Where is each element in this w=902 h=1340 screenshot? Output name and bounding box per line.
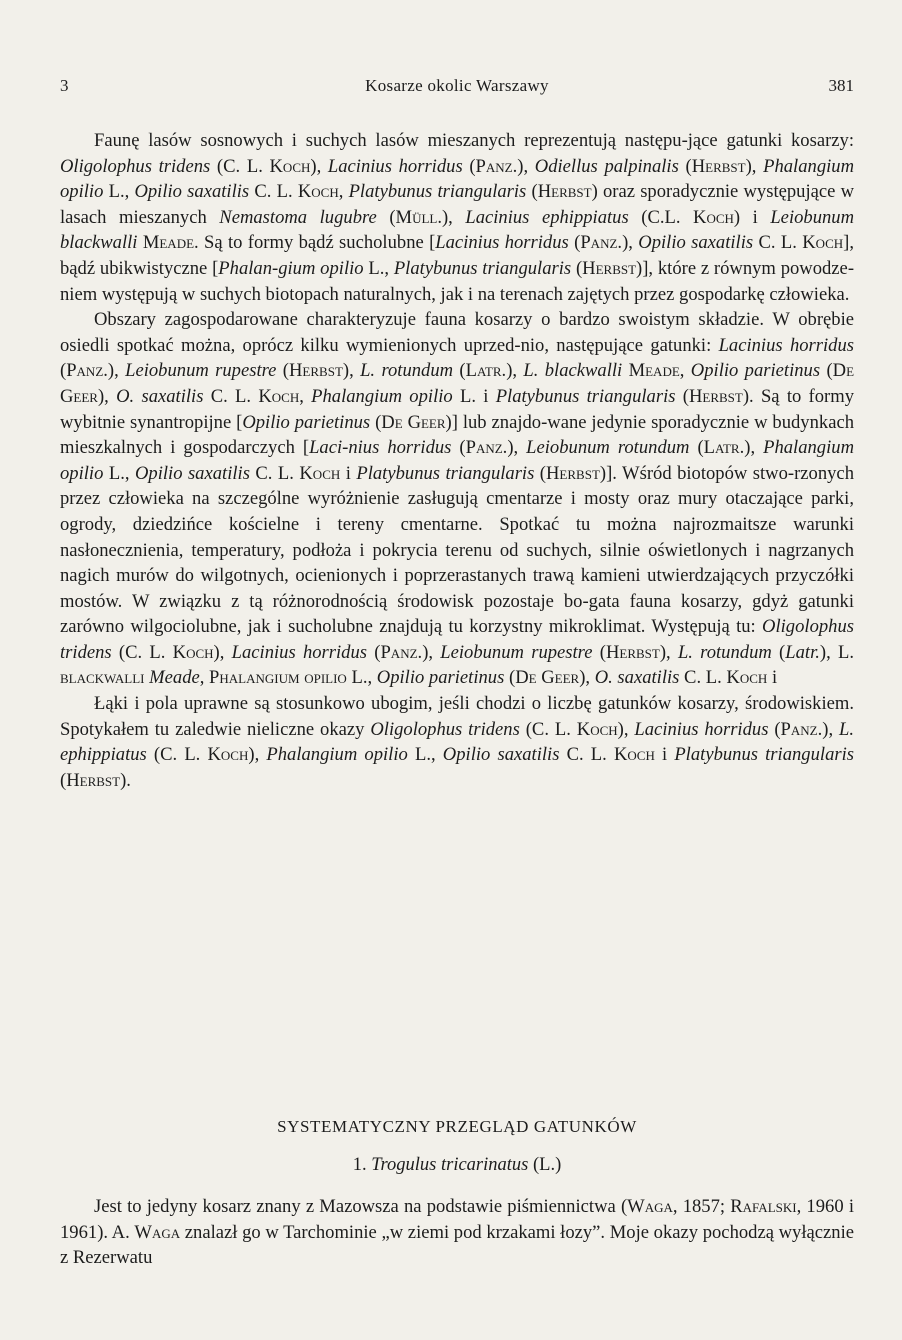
- text-run: , 1960 i 1961). A.: [60, 1196, 854, 1243]
- text-run: (C. L.: [146, 744, 208, 766]
- paragraph-meadows: [60, 691, 854, 793]
- paragraph-trogulus: [60, 1194, 854, 1271]
- text-run: C. L.: [249, 462, 300, 484]
- author-name: Koch: [207, 744, 249, 766]
- paragraph-settlements: [60, 307, 854, 691]
- running-header: [60, 76, 854, 100]
- text-run: Faunę lasów sosnowych i suchych lasów mieszanych reprezentują następu-jące gatunki kosarzy:: [94, 130, 854, 151]
- species-name: Platybunus triangularis: [393, 257, 572, 279]
- author-name: Koch: [172, 641, 214, 663]
- text-run: ),: [506, 360, 524, 382]
- species-name: Meade: [149, 667, 200, 689]
- text-run: ) i: [733, 206, 771, 228]
- text-run: i: [767, 667, 778, 689]
- species-name: L. rotundum: [677, 641, 772, 663]
- species-name: Odiellus palpinalis: [534, 155, 679, 177]
- species-name: Opilio parietinus: [376, 667, 505, 689]
- species-name: Phalangium opilio: [311, 385, 453, 407]
- text-run: )]. Wśród biotopów stwo-rzonych przez człowieka na szczególne wyróżnienie zasługują cmentarze i mosty oraz mury otaczające parki, ogrody, dziedzińce kościelne i tereny cmentarne. Spotkać tu można najrozmaitsze warunki nasłonecznienia, temperatury, podłoża i pokrycia terenu od suchych, silnie oświetlonych i nagrzanych nagich murów do wilgotnych, ocienionych i poprzerastanych trawą kamieni utwierdzających przyczółki mostów. W związku z tą różnorodnością środowisk pozostaje bo-gata fauna kosarzy, gdyż gatunki zarówno wilgociolubne, jak i sucholubne znajdują tu korzystny mikroklimat. Występują tu:: [60, 462, 854, 638]
- text-run: (: [367, 641, 381, 663]
- author-name: Koch: [297, 181, 339, 203]
- species-name: Opilio saxatilis: [134, 462, 250, 484]
- species-name: Lacinius horridus: [435, 232, 569, 254]
- species-heading-author: (L.): [528, 1155, 562, 1175]
- species-name: Lacinius horridus: [718, 334, 855, 356]
- species-name: L. blackwalli: [523, 360, 623, 382]
- author-name: Koch: [726, 667, 768, 689]
- species-name: Opilio saxatilis: [442, 744, 560, 766]
- text-run: ),: [107, 360, 126, 382]
- text-run: ),: [310, 155, 328, 177]
- text-run: (: [376, 206, 396, 228]
- author-name: L. blackwalli: [60, 641, 855, 689]
- text-run: (: [276, 360, 289, 382]
- text-run: L.,: [363, 257, 394, 279]
- author-name: Panz.: [66, 360, 108, 382]
- author-name: Koch: [299, 462, 341, 484]
- species-name: Opilio saxatilis: [638, 232, 754, 254]
- author-name: Koch: [258, 385, 300, 407]
- text-run: C. L.: [559, 744, 614, 766]
- species-name: Latr.: [785, 641, 820, 663]
- species-name: Phalan-gium opilio: [218, 257, 364, 279]
- author-name: Koch: [269, 155, 311, 177]
- species-name: Leiobunum rupestre: [440, 641, 593, 663]
- running-title: Kosarze okolic Warszawy: [365, 76, 549, 95]
- species-name: Leiobunum rupestre: [125, 360, 277, 382]
- author-name: De Geer: [381, 411, 446, 433]
- author-name: Koch: [802, 232, 844, 254]
- species-heading: [60, 1155, 854, 1176]
- species-name: Oligolophus tridens: [60, 155, 211, 177]
- paragraph-forests: [60, 128, 854, 307]
- text-run: ),: [744, 437, 764, 459]
- author-name: Panz.: [475, 155, 518, 177]
- text-run: i: [340, 462, 357, 484]
- text-run: (: [571, 257, 583, 279]
- species-name: Lacinius horridus: [231, 641, 368, 663]
- text-run: ),: [745, 155, 764, 177]
- species-name: O. saxatilis: [594, 667, 680, 689]
- species-number: 1.: [352, 1155, 372, 1175]
- author-name: Waga: [627, 1196, 673, 1217]
- text-run: C. L.: [679, 667, 727, 689]
- text-run: C. L.: [753, 232, 803, 254]
- text-run: ),: [248, 744, 267, 766]
- chapter-number: 3: [60, 76, 69, 95]
- text-run: ),: [507, 437, 527, 459]
- species-name: Oligolophus tridens: [60, 616, 854, 663]
- species-name: Leiobunum blackwalli: [60, 206, 855, 254]
- text-run: Obszary zagospodarowane charakteryzuje fauna kosarzy o bardzo swoistym składzie. W obrębie osiedli spotkać można, oprócz kilku wymienionych uprzed-nio, następujące gatunki:: [60, 309, 854, 356]
- text-run: ,: [679, 360, 691, 382]
- text-run: (: [678, 155, 692, 177]
- text-run: (: [534, 462, 546, 484]
- text-run: (: [771, 641, 786, 663]
- author-name: Herbst: [691, 155, 746, 177]
- text-run: ),: [822, 718, 839, 740]
- text-run: . Są to formy bądź sucholubne [: [194, 232, 436, 254]
- text-run: (C. L.: [519, 718, 577, 740]
- species-name: Platybunus triangularis: [356, 462, 535, 484]
- text-run: i: [654, 744, 675, 766]
- main-text: [60, 128, 854, 793]
- text-run: L.,: [103, 462, 135, 484]
- text-run: ),: [659, 641, 678, 663]
- text-run: (: [370, 411, 382, 433]
- author-name: Herbst: [688, 385, 743, 407]
- text-run: ). Są to formy wybitnie synantropijne [: [60, 385, 854, 433]
- text-run: (: [453, 360, 466, 382]
- author-name: De Geer: [60, 360, 855, 407]
- author-name: Rafalski: [730, 1196, 797, 1217]
- text-run: L. i: [452, 385, 496, 407]
- text-run: ),: [441, 206, 466, 228]
- author-name: Herbst: [582, 257, 637, 279]
- text-run: (: [451, 437, 466, 459]
- author-name: Herbst: [546, 462, 600, 484]
- species-name: Opilio parietinus: [690, 360, 821, 382]
- text-run: (C. L.: [111, 641, 173, 663]
- page-number: 381: [828, 76, 854, 95]
- species-name: Platybunus triangularis: [674, 744, 854, 766]
- text-run: ], bądź ubikwistyczne [: [60, 232, 854, 279]
- text-run: ),: [422, 641, 441, 663]
- text-run: ),: [517, 155, 535, 177]
- text-run: Łąki i pola uprawne są stosunkowo ubogim, jeśli chodzi o liczbę gatunków kosarzy, środowiskiem. Spotykałem tu zaledwie nieliczne okazy: [60, 693, 854, 740]
- text-run: ),: [617, 718, 635, 740]
- author-name: De Geer: [515, 667, 580, 689]
- species-name: Oligolophus tridens: [370, 718, 520, 740]
- author-name: Herbst: [289, 360, 343, 382]
- text-run: ,: [199, 667, 210, 689]
- text-run: ),: [819, 641, 838, 663]
- text-run: (: [526, 181, 538, 203]
- species-name: Phalangium opilio: [60, 155, 855, 203]
- author-name: Koch: [693, 206, 734, 228]
- text-run: (: [568, 232, 581, 254]
- text-run: (: [768, 718, 781, 740]
- text-run: (: [60, 769, 67, 791]
- text-run: (: [820, 360, 833, 382]
- species-name: Nemastoma lugubre: [219, 206, 377, 228]
- species-description: [60, 1194, 854, 1271]
- species-name: Opilio parietinus: [242, 411, 371, 433]
- author-name: Meade: [628, 360, 680, 382]
- text-run: L.,: [407, 744, 443, 766]
- text-run: ) oraz sporadycznie występujące w lasach mieszanych: [60, 181, 855, 228]
- author-name: Waga: [134, 1221, 181, 1243]
- species-name: Phalangium opilio: [60, 437, 854, 484]
- author-name: Koch: [613, 744, 655, 766]
- text-run: (: [60, 360, 67, 382]
- species-name: L. rotundum: [360, 360, 454, 382]
- text-run: (: [689, 437, 704, 459]
- species-name: Leiobunum rotundum: [526, 437, 690, 459]
- author-name: Latr.: [703, 437, 745, 459]
- text-run: ),: [97, 385, 117, 407]
- species-heading-name: Trogulus tricarinatus: [371, 1155, 529, 1175]
- text-run: ).: [120, 769, 131, 791]
- section-heading: SYSTEMATYCZNY PRZEGLĄD GATUNKÓW: [277, 1117, 637, 1136]
- text-run: L.,: [346, 667, 377, 689]
- text-run: )] lub znajdo-wane jedynie sporadycznie w budynkach mieszkalnych i gospodarczych [: [60, 411, 854, 459]
- text-run: ,: [338, 181, 349, 203]
- species-name: Laci-nius horridus: [309, 437, 452, 459]
- author-name: Panz.: [380, 641, 423, 663]
- species-name: Platybunus triangularis: [348, 181, 527, 203]
- species-name: L. ephippiatus: [60, 718, 854, 766]
- author-name: Phalangium opilio: [209, 667, 347, 689]
- species-name: Opilio saxatilis: [134, 181, 250, 203]
- species-name: Lacinius ephippiatus: [465, 206, 629, 228]
- author-name: Panz.: [780, 718, 823, 740]
- text-run: (C. L.: [210, 155, 270, 177]
- author-name: Müll.: [395, 206, 442, 228]
- species-name: Platybunus triangularis: [495, 385, 676, 407]
- species-name: O. saxatilis: [116, 385, 204, 407]
- text-run: ,: [299, 385, 312, 407]
- text-run: C. L.: [249, 181, 298, 203]
- species-name: Phalangium opilio: [266, 744, 408, 766]
- text-run: , 1857;: [672, 1196, 731, 1217]
- author-name: Koch: [576, 718, 618, 740]
- author-name: Herbst: [537, 181, 592, 203]
- text-run: ),: [579, 667, 595, 689]
- text-run: Jest to jedyny kosarz znany z Mazowsza na podstawie piśmiennictwa (: [94, 1196, 628, 1217]
- text-run: (C.L.: [628, 206, 694, 228]
- species-name: Lacinius horridus: [634, 718, 769, 740]
- text-run: C. L.: [203, 385, 259, 407]
- text-run: (: [462, 155, 476, 177]
- text-run: znalazł go w Tarchominie „w ziemi pod krzakami łozy”. Moje okazy pochodzą wyłącznie z Rezerwatu: [60, 1221, 854, 1269]
- text-run: (: [675, 385, 689, 407]
- species-name: Lacinius horridus: [327, 155, 463, 177]
- author-name: Herbst: [605, 641, 660, 663]
- author-name: Latr.: [465, 360, 507, 382]
- text-run: L.,: [103, 181, 135, 203]
- author-name: Meade: [142, 232, 195, 254]
- text-run: (: [592, 641, 606, 663]
- text-run: )], które z równym powodze-niem występują w suchych biotopach naturalnych, jak i na terenach zajętych przez gospodarkę człowieka.: [60, 257, 855, 305]
- text-run: (: [504, 667, 516, 689]
- author-name: Herbst: [66, 769, 121, 791]
- text-run: ),: [342, 360, 361, 382]
- text-run: ),: [213, 641, 232, 663]
- text-run: ),: [622, 232, 639, 254]
- author-name: Panz.: [580, 232, 623, 254]
- author-name: Panz.: [465, 437, 508, 459]
